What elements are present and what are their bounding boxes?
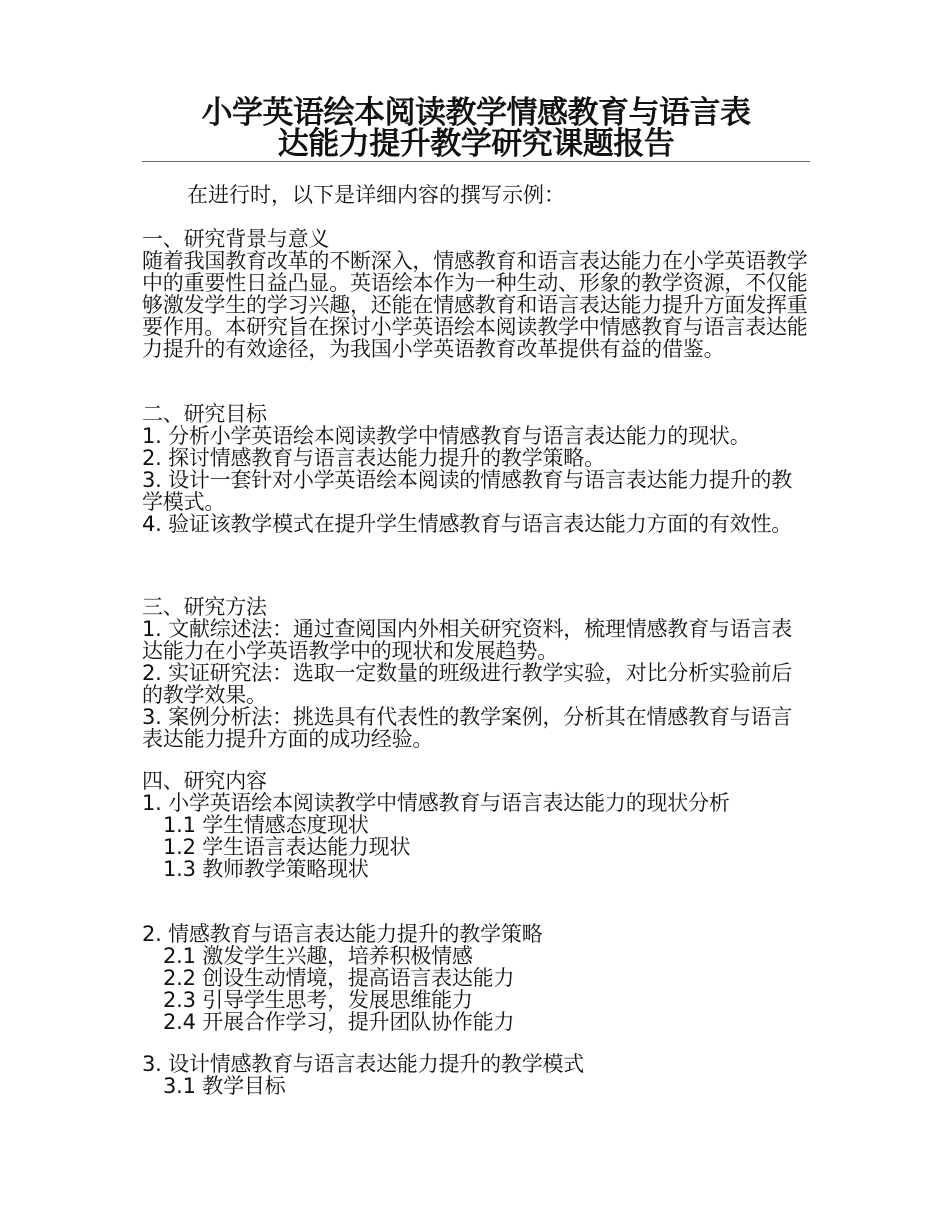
section-heading: 一、研究背景与意义 [142,227,330,251]
list-item: 4. 验证该教学模式在提升学生情感教育与语言表达能力方面的有效性。 [142,512,793,536]
list-item: 1. 文献综述法：通过查阅国内外相关研究资料，梳理情感教育与语言表达能力在小学英语教学中的现状和发展趋势。 [142,617,793,663]
section-methods [142,596,810,750]
section-background [142,228,810,360]
content-part-3 [142,1053,810,1097]
section-heading: 二、研究目标 [142,402,267,426]
content-part-2 [142,923,810,1033]
section-heading: 三、研究方法 [142,595,267,619]
content-sub-item: 2.3 引导学生思考，发展思维能力 [163,988,473,1012]
list-item: 3. 案例分析法：挑选具有代表性的教学案例，分析其在情感教育与语言表达能力提升方面的成功经验。 [142,705,793,751]
content-sub-item: 1.3 教师教学策略现状 [163,857,369,881]
title-underline [142,161,810,162]
list-item: 3. 设计一套针对小学英语绘本阅读的情感教育与语言表达能力提升的教学模式。 [142,468,793,514]
intro-paragraph: 在进行时，以下是详细内容的撰写示例： [187,183,565,207]
document-title [142,95,810,162]
section-heading: 四、研究内容 [142,769,267,793]
title-line-1: 小学英语绘本阅读教学情感教育与语言表 [201,95,751,131]
section-content [142,770,810,880]
title-line-2: 达能力提升教学研究课题报告 [277,126,675,162]
list-item: 1. 分析小学英语绘本阅读教学中情感教育与语言表达能力的现状。 [142,424,751,448]
section-body: 随着我国教育改革的不断深入，情感教育和语言表达能力在小学英语教学中的重要性日益凸显。英语绘本作为一种生动、形象的教学资源，不仅能够激发学生的学习兴趣，还能在情感教育和语言表达能力提升方面发挥重要作用。本研究旨在探讨小学英语绘本阅读教学中情感教育与语言表达能力提升的有效途径，为我国小学英语教育改革提供有益的借鉴。 [142,249,808,361]
content-sub-item: 2.4 开展合作学习，提升团队协作能力 [163,1010,515,1034]
content-sub-item: 2.2 创设生动情境，提高语言表达能力 [163,966,515,990]
content-sub-item: 1.1 学生情感态度现状 [163,813,369,837]
content-part-title: 3. 设计情感教育与语言表达能力提升的教学模式 [142,1052,585,1076]
content-sub-item: 2.1 激发学生兴趣，培养积极情感 [163,944,473,968]
list-item: 2. 实证研究法：选取一定数量的班级进行教学实验，对比分析实验前后的教学效果。 [142,661,793,707]
content-sub-item: 1.2 学生语言表达能力现状 [163,835,411,859]
content-part-title: 2. 情感教育与语言表达能力提升的教学策略 [142,922,543,946]
content-sub-item: 3.1 教学目标 [163,1074,286,1098]
content-part-title: 1. 小学英语绘本阅读教学中情感教育与语言表达能力的现状分析 [142,791,730,815]
list-item: 2. 探讨情感教育与语言表达能力提升的教学策略。 [142,446,605,470]
section-goals [142,403,810,535]
